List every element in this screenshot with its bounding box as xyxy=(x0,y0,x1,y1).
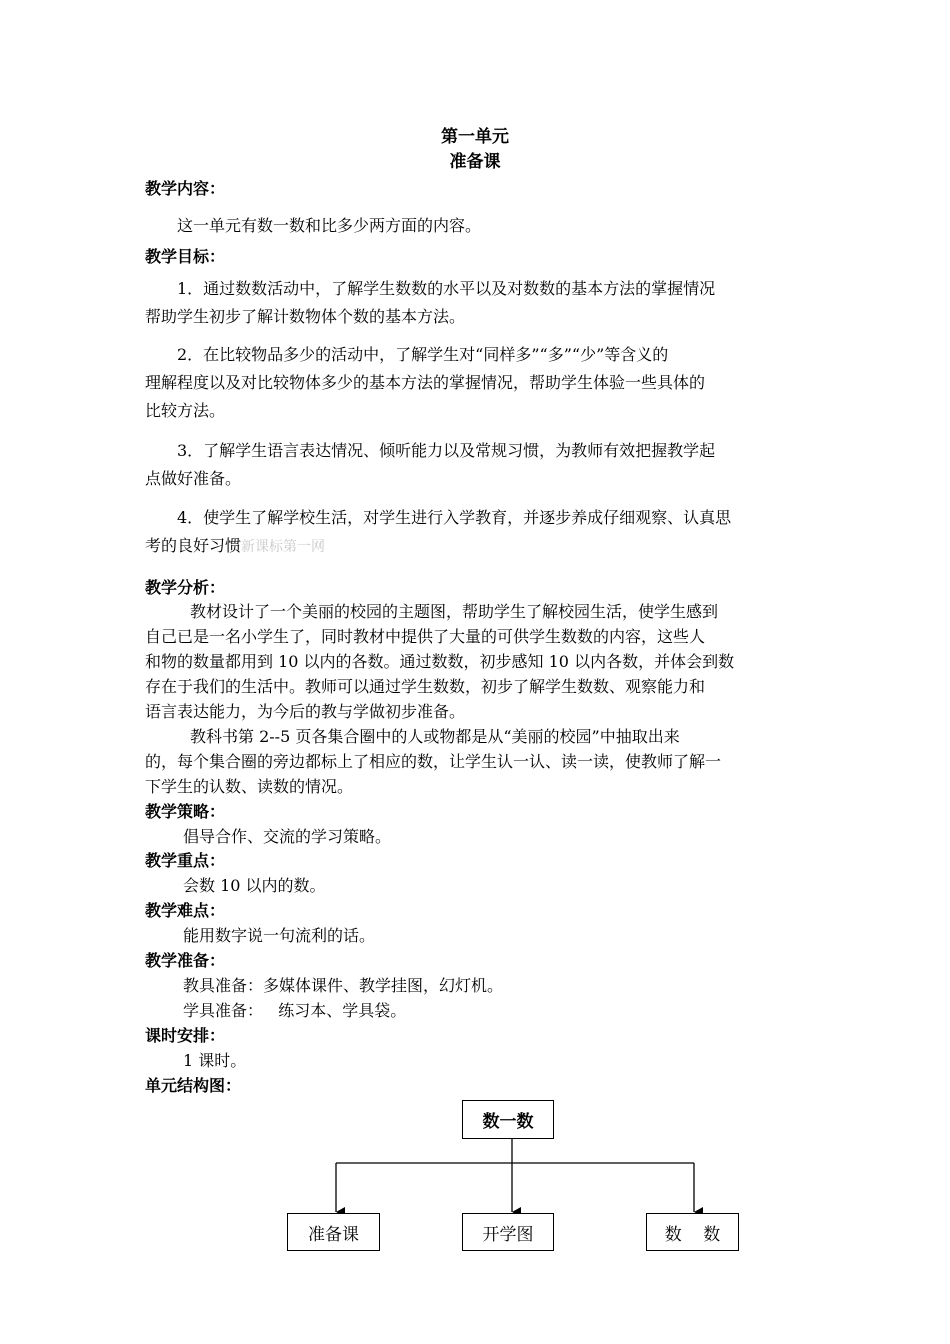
analysis-heading: 教学分析： xyxy=(145,578,226,597)
goal-2-line-1: 2．在比较物品多少的活动中，了解学生对“同样多”“多”“少”等含义的 xyxy=(177,345,669,364)
goal-1-line-1: 1．通过数数活动中，了解学生数数的水平以及对数数的基本方法的掌握情况 xyxy=(177,279,716,298)
teacher-preparation: 教具准备：多媒体课件、教学挂图，幻灯机。 xyxy=(183,976,504,995)
structure-heading: 单元结构图： xyxy=(145,1076,242,1095)
difficulty-text: 能用数字说一句流利的话。 xyxy=(183,926,376,945)
goals-heading: 教学目标： xyxy=(145,247,226,266)
key-point-heading: 教学重点： xyxy=(145,851,226,870)
analysis-p1-line-1: 教材设计了一个美丽的校园的主题图，帮助学生了解校园生活，使学生感到 xyxy=(190,602,719,621)
goal-2-line-2: 理解程度以及对比较物体多少的基本方法的掌握情况，帮助学生体验一些具体的 xyxy=(145,373,706,392)
unit-title: 第一单元 xyxy=(441,127,509,147)
student-preparation: 学具准备： 练习本、学具袋。 xyxy=(183,1001,407,1020)
analysis-p1-line-2: 自己已是一名小学生了，同时教材中提供了大量的可供学生数数的内容，这些人 xyxy=(145,627,706,646)
goal-4-line-2: 考的良好习惯 xyxy=(145,536,242,555)
goal-2-line-3: 比较方法。 xyxy=(145,401,226,420)
strategy-heading: 教学策略： xyxy=(145,802,226,821)
structure-child-opening-picture: 开学图 xyxy=(462,1213,554,1251)
analysis-p1-line-4: 存在于我们的生活中。教师可以通过学生数数，初步了解学生数数、观察能力和 xyxy=(145,677,706,696)
preparation-heading: 教学准备： xyxy=(145,951,226,970)
difficulty-heading: 教学难点： xyxy=(145,901,226,920)
watermark-text: 新课标第一网 xyxy=(241,539,326,555)
content-heading: 教学内容： xyxy=(145,179,226,198)
analysis-p1-line-5: 语言表达能力，为今后的教与学做初步准备。 xyxy=(145,702,466,721)
analysis-p1-line-3: 和物的数量都用到 10 以内的各数。通过数数，初步感知 10 以内各数，并体会到数 xyxy=(145,652,735,671)
goal-3-line-2: 点做好准备。 xyxy=(145,469,242,488)
schedule-heading: 课时安排： xyxy=(145,1026,226,1045)
lesson-title: 准备课 xyxy=(449,152,501,172)
structure-child-preparation: 准备课 xyxy=(287,1213,380,1251)
goal-1-line-2: 帮助学生初步了解计数物体个数的基本方法。 xyxy=(145,307,466,326)
analysis-p2-line-3: 下学生的认数、读数的情况。 xyxy=(145,777,354,796)
analysis-p2-line-2: 的，每个集合圈的旁边都标上了相应的数，让学生认一认、读一读，使教师了解一 xyxy=(145,752,722,771)
goal-4-line-1: 4．使学生了解学校生活，对学生进行入学教育，并逐步养成仔细观察、认真思 xyxy=(177,508,732,527)
content-text: 这一单元有数一数和比多少两方面的内容。 xyxy=(177,216,482,235)
structure-root-box: 数一数 xyxy=(462,1100,554,1139)
schedule-text: 1 课时。 xyxy=(183,1051,247,1070)
analysis-p2-line-1: 教科书第 2--5 页各集合圈中的人或物都是从“美丽的校园”中抽取出来 xyxy=(190,727,680,746)
structure-child-counting: 数 数 xyxy=(646,1213,739,1251)
key-point-text: 会数 10 以内的数。 xyxy=(183,876,326,895)
goal-3-line-1: 3．了解学生语言表达情况、倾听能力以及常规习惯，为教师有效把握教学起 xyxy=(177,441,716,460)
strategy-text: 倡导合作、交流的学习策略。 xyxy=(183,827,392,846)
